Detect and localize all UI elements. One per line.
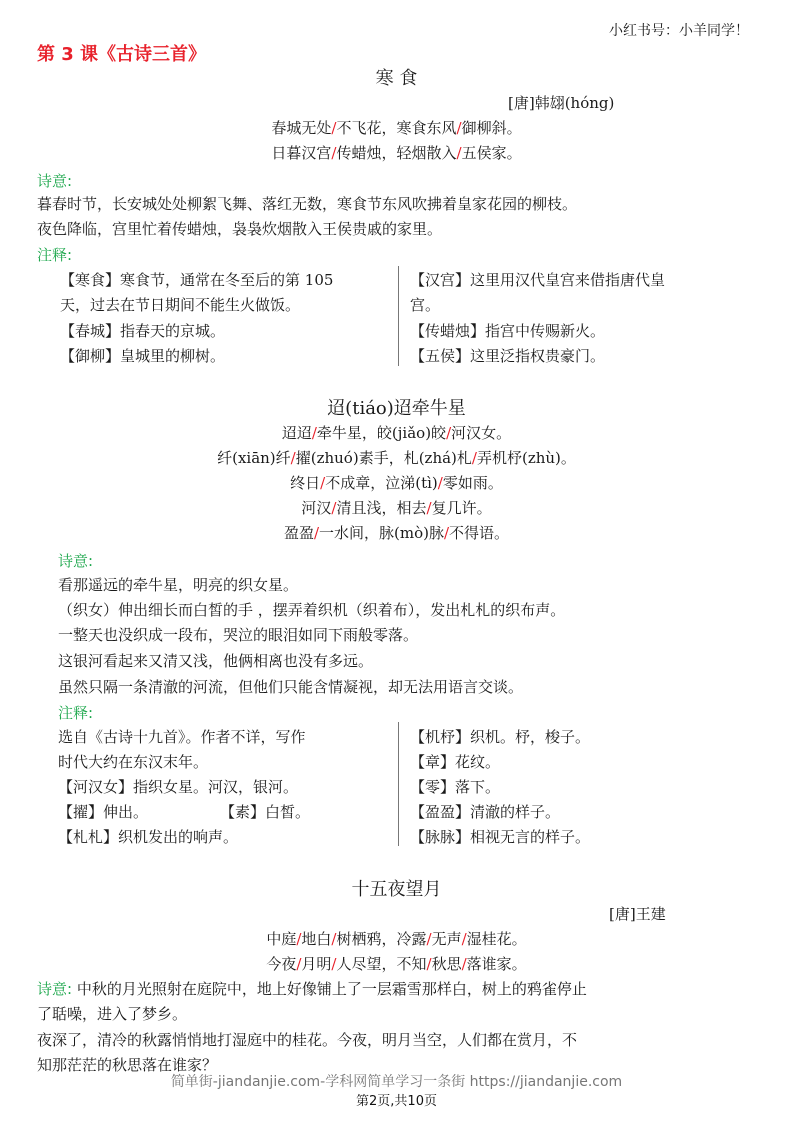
poem2-line-2: 纤(xiān)纤/擢(zhuó)素手，札(zhá)札/弄机杼(zhù)。	[217, 449, 576, 467]
poem3-line-2: 今夜/月明/人尽望，不知/秋思/落谁家。	[266, 955, 527, 973]
poem2-note-right-5: 【脉脉】相视无言的样子。	[410, 828, 591, 846]
poem1-meaning-1: 暮春时节，长安城处处柳絮飞舞、落红无数，寒食节东风吹拂着皇家花园的柳枝。	[37, 195, 578, 213]
poem3-line-1: 中庭/地白/树栖鸦，冷露/无声/湿桂花。	[266, 930, 527, 948]
poem3-meaning-2: 了聒噪，进入了梦乡。	[37, 1005, 188, 1023]
poem2-line-1: 迢迢/牵牛星，皎(jiǎo)皎/河汉女。	[281, 424, 512, 442]
poem1-note-right-3: 【传蜡烛】指宫中传赐新火。	[410, 322, 606, 340]
lesson-title: 第 3 课《古诗三首》	[37, 44, 207, 65]
poem1-line-2: 日暮汉宫/传蜡烛，轻烟散入/五侯家。	[271, 144, 522, 162]
poem2-meaning-5: 虽然只隔一条清澈的河流，但他们只能含情凝视，却无法用语言交谈。	[58, 678, 524, 696]
brand-text: 小红书号：小羊同学！	[609, 23, 749, 39]
poem2-note-left-5: 【札札】织机发出的响声。	[58, 828, 239, 846]
poem2-note-left-3: 【河汉女】指织女星。河汉，银河。	[58, 778, 299, 796]
poem1-note-left-2: 天，过去在节日期间不能生火做饭。	[60, 296, 301, 314]
poem1-note-right-4: 【五侯】这里泛指权贵豪门。	[410, 347, 606, 365]
poem1-author: [唐]韩翃(hóng)	[508, 94, 615, 112]
poem3-meaning-3: 夜深了，清冷的秋露悄悄地打湿庭中的桂花。今夜，明月当空，人们都在赏月，不	[37, 1031, 578, 1049]
footer-text: 简单街-jiandanjie.com-学科网简单学习一条街 https://jiandanjie.com	[170, 1074, 623, 1090]
poem2-note-left-1: 选自《古诗十九首》。作者不详，写作	[58, 728, 306, 746]
poem2-line-3: 终日/不成章，泣涕(tì)/零如雨。	[290, 474, 503, 492]
poem2-line-4: 河汉/清且浅，相去/复几许。	[301, 499, 492, 517]
poem2-note-right-4: 【盈盈】清澈的样子。	[410, 803, 561, 821]
poem2-meaning-4: 这银河看起来又清又浅，他俩相离也没有多远。	[58, 652, 374, 670]
poem1-notes-label: 注释:	[37, 246, 73, 264]
page-number: 第2页,共10页	[356, 1094, 437, 1109]
poem3-meaning-label: 诗意:	[37, 980, 73, 998]
poem1-note-right-2: 宫。	[410, 296, 441, 314]
poem1-note-left-4: 【御柳】皇城里的柳树。	[60, 347, 226, 365]
poem1-meaning-label: 诗意:	[37, 172, 73, 190]
poem1-title: 寒 食	[375, 68, 418, 89]
poem2-title: 迢(tiáo)迢牵牛星	[327, 398, 466, 419]
poem1-note-left-3: 【春城】指春天的京城。	[60, 322, 226, 340]
poem1-note-right-1: 【汉宫】这里用汉代皇宫来借指唐代皇	[410, 271, 666, 289]
poem2-line-5: 盈盈/一水间，脉(mò)脉/不得语。	[283, 524, 510, 542]
poem2-meaning-label: 诗意:	[58, 552, 94, 570]
poem3-author: [唐]王建	[609, 905, 666, 923]
poem3-meaning-4: 知那茫茫的秋思落在谁家？	[37, 1056, 218, 1074]
poem3-meaning-1: 诗意: 中秋的月光照射在庭院中，地上好像铺上了一层霜雪那样白，树上的鸦雀停止	[37, 980, 587, 998]
poem2-note-su: 【素】白皙。	[220, 803, 311, 821]
poem2-note-right-3: 【零】落下。	[410, 778, 501, 796]
poem2-meaning-3: 一整天也没织成一段布，哭泣的眼泪如同下雨般零落。	[58, 626, 419, 644]
poem3-title: 十五夜望月	[351, 879, 442, 900]
poem2-meaning-1: 看那遥远的牵牛星，明亮的织女星。	[58, 576, 299, 594]
poem1-line-1: 春城无处/不飞花，寒食东风/御柳斜。	[271, 119, 522, 137]
poem2-note-right-2: 【章】花纹。	[410, 753, 501, 771]
poem2-notes-divider	[398, 722, 399, 846]
poem2-notes-label: 注释:	[58, 704, 94, 722]
poem1-note-left-1: 【寒食】寒食节，通常在冬至后的第 105	[60, 271, 334, 289]
poem1-notes-divider	[398, 266, 399, 366]
poem2-note-left-2: 时代大约在东汉末年。	[58, 753, 209, 771]
poem2-note-right-1: 【机杼】织机。杼，梭子。	[410, 728, 591, 746]
poem1-meaning-2: 夜色降临，宫里忙着传蜡烛，袅袅炊烟散入王侯贵戚的家里。	[37, 220, 443, 238]
poem2-meaning-2: （织女）伸出细长而白皙的手 ，摆弄着织机（织着布），发出札札的织布声。	[58, 601, 566, 619]
poem2-note-left-4: 【擢】伸出。	[58, 803, 149, 821]
